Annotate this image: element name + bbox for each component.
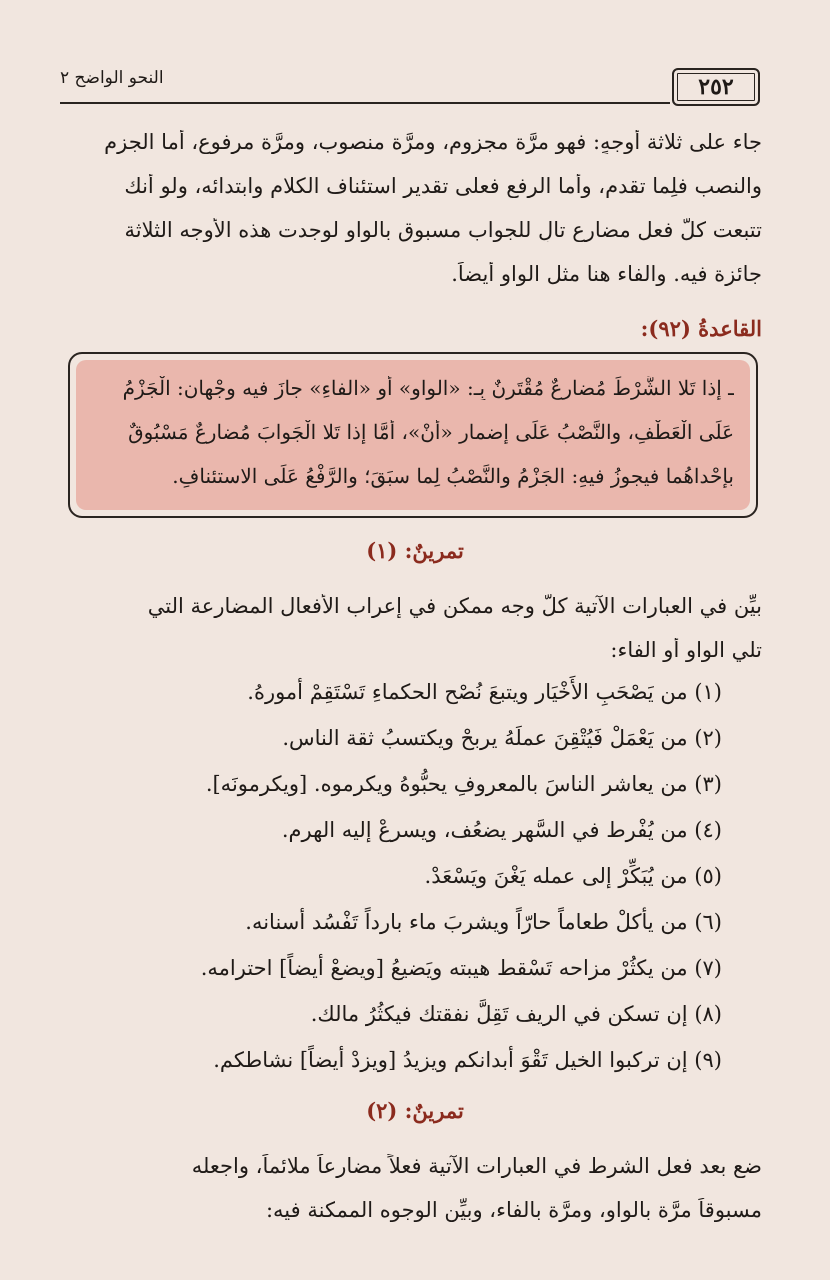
page-number: ٢٥٢	[672, 68, 760, 106]
exercise-item: (٧) من يكثُرْ مزاحه تَسْقط هيبته ويَضيعُ [ويضعْ أيضاً] احترامه.	[200, 956, 722, 980]
instruction-line: تلي الواو أو الفاء:	[610, 638, 762, 662]
exercise-item: (٦) من يأكلْ طعاماً حارّاً ويشربَ ماء بارداً تَفْسُد أسنانه.	[245, 910, 722, 934]
instruction-line: بيِّن في العبارات الآتية كلَّ وجه ممكن في إعراب الأفعال المضارعة التي	[147, 594, 762, 618]
page-header	[60, 60, 760, 106]
exercise-item: (٣) من يعاشر الناسَ بالمعروفِ يحبُّوهُ ويكرموه. [ويكرمونَه].	[205, 772, 722, 796]
header-rule	[60, 102, 670, 104]
exercise-item: (١) من يَصْحَبِ الأَخْيَار ويتبعَ نُصْح الحكماءِ تَسْتَقِمْ أمورهُ.	[247, 680, 722, 704]
intro-line: تتبعت كلَّ فعل مضارع تالٍ للجواب مسبوق بالواو لوجدت هذه الأوجه الثلاثة	[124, 218, 762, 242]
exercise-item: (٨) إن تسكن في الريف تَقِلَّ نفقتك فيكثُرُ مالك.	[310, 1002, 722, 1026]
rule-box-fill	[76, 360, 750, 510]
exercise-item: (٩) إن تركبوا الخيل تَقْوَ أبدانكم ويزيدُ [ويزدْ أيضاً] نشاطكم.	[213, 1048, 722, 1072]
exercise-item: (٥) من يُبَكِّرْ إلى عمله يَغْنَ ويَسْعَدْ.	[424, 864, 722, 888]
rule-line: ـ إذا تَلا الشَّرْطَ مُضارِعٌ مُقْتَرِنٌ بِـ: «الواوِ» أَوِ «الفاءِ» جازَ فيه وجْهانِ: الْجَزْمُ	[122, 376, 734, 400]
exercise2-heading: تمرينٌ: (٢)	[366, 1098, 464, 1123]
exercise-item: (٤) من يُفْرط في السَّهر يضعُف، ويسرعْ إليه الهرم.	[281, 818, 722, 842]
rule-line: بإِحْداهُما فيجوزُ فيهِ: الجَزْمُ والنَّصْبُ لِما سبَقَ؛ والرَّفْعُ عَلَى الاستئنافِ.	[172, 464, 734, 488]
rule-line: عَلَى الْعَطْفِ، والنَّصْبُ عَلَى إِضمارِ «أَنْ»، أَمَّا إذا تَلا الْجَوابَ مُضارِعٌ مَسْبُوقٌ	[128, 420, 734, 444]
rule-box	[68, 352, 758, 518]
exercise1-heading: تمرينٌ: (١)	[366, 538, 464, 563]
exercise-item: (٢) من يَعْمَلْ فَيُتْقِنَ عملَهُ يربحْ ويكتسبُ ثقة الناس.	[282, 726, 722, 750]
instruction-line: مسبوقاً مرَّة بالواو، ومرَّة بالفاء، وبيِّن الوجوه الممكنة فيه:	[265, 1198, 762, 1222]
intro-line: جاء على ثلاثة أوجهٍ: فهو مرَّة مجزوم، ومرَّة منصوب، ومرَّة مرفوع، أما الجزم	[104, 130, 762, 154]
book-title: النحو الواضح ٢	[60, 68, 164, 88]
instruction-line: ضع بعد فعل الشرط في العبارات الآتية فعلاً مضارعاً ملائماً، واجعله	[191, 1154, 762, 1178]
rule-heading: القاعدةُ (٩٢):	[640, 316, 762, 341]
intro-line: جائزة فيه. والفاء هنا مثل الواو أيضاً.	[451, 262, 762, 286]
intro-line: والنصب فلِما تقدم، وأما الرفع فعلى تقدير استئناف الكلام وابتدائه، ولو أنك	[124, 174, 762, 198]
